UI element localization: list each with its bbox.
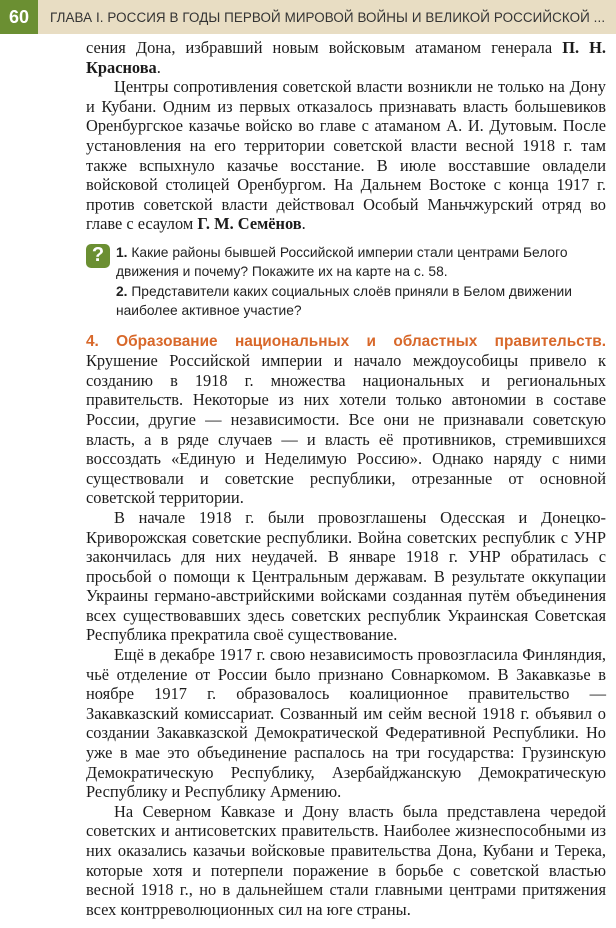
chapter-title: ГЛАВА I. РОССИЯ В ГОДЫ ПЕРВОЙ МИРОВОЙ ВОЙНЫ И ВЕЛИКОЙ РОССИЙСКОЙ ... [50, 9, 606, 25]
page-header [0, 0, 616, 34]
page-number: 60 [0, 0, 38, 34]
section-4-title: 4. Образование национальных и областных правительств. [86, 332, 606, 350]
question-1: 1. Какие районы бывшей Российской империи стали центрами Белого движения и почему? Покажите их на карте на с. 58. [116, 244, 568, 280]
paragraph-caucasus: На Северном Кавказе и Дону власть была представлена чередой советских и антисоветских правительств. Наиболее жизнеспособными из них оказались казачьи войсковые правительства Дона, Кубани и Терека, которые хотя и потерпели поражение в борьбе с советской властью весной 1918 г., но в дальнейшем стали главными центрами притяжения всех контрреволюционных сил на юге страны. [86, 801, 606, 919]
question-2: 2. Представители каких социальных слоёв приняли в Белом движении наиболее активное участие? [116, 283, 572, 319]
krasnov-name: П. Н. Краснова [86, 38, 606, 77]
paragraph-ukraine: В начале 1918 г. были провозглашены Одесская и Донецко-Криворожская советские республики. Война советских республик с УНР закончилась для них неудачей. В январе 1918 г. УНР обратилась с просьбой о помощи к Центральным державам. В результате оккупации Украины германо-австрийскими войсками созданная путём объединения всех существовавших здесь советских республик Украинская Советская Республика прекратила своё существование. [86, 507, 606, 645]
intro-paragraph: сения Дона, избравший новым войсковым атаманом генерала П. Н. Краснова. [86, 38, 606, 77]
section-4-paragraph: 4. Образование национальных и областных правительств. Крушение Российской империи и начало междоусобицы привело к созданию в 1918 г. множества национальных и региональных правительств. Некоторые из них хотели только автономии в составе России, другие — независимости. Все они не признавали советскую власть, а в ряде случаев — и власть её противников, стремившихся воссоздать «Единую и Неделимую Россию». Однако наряду с ними существовали и советские республики, отрезанные от основной советской территории. [86, 332, 606, 508]
semenov-name: Г. М. Семёнов [197, 214, 302, 234]
questions-box [86, 243, 606, 321]
question-icon: ? [86, 244, 110, 268]
paragraph-resistance: Центры сопротивления советской власти возникли не только на Дону и Кубани. Одним из первых отказалось признавать власть большевиков Оренбургское казачье войско во главе с атаманом А. И. Дутовым. После установления на его территории советской власти весной 1918 г. там также вспыхнуло казачье восстание. В июле восставшие овладели войсковой столицей Оренбургом. На Дальнем Востоке с конца 1917 г. против советской власти действовал Особый Маньчжурский отряд во главе с есаулом Г. М. Семёнов. [86, 77, 606, 234]
paragraph-finland: Ещё в декабре 1917 г. свою независимость провозгласила Финляндия, чьё отделение от России было признано Совнаркомом. В Закавказье в ноябре 1917 г. образовалось коалиционное правительство — Закавказский комиссариат. Созванный им сейм весной 1918 г. объявил о создании Закавказской Демократической Федеративной Республики. Но уже в мае это объединение распалось на три государства: Грузинскую Демократическую Республику, Азербайджанскую Демократическую Республику и Республику Армению. [86, 645, 606, 802]
page-content [86, 38, 606, 919]
